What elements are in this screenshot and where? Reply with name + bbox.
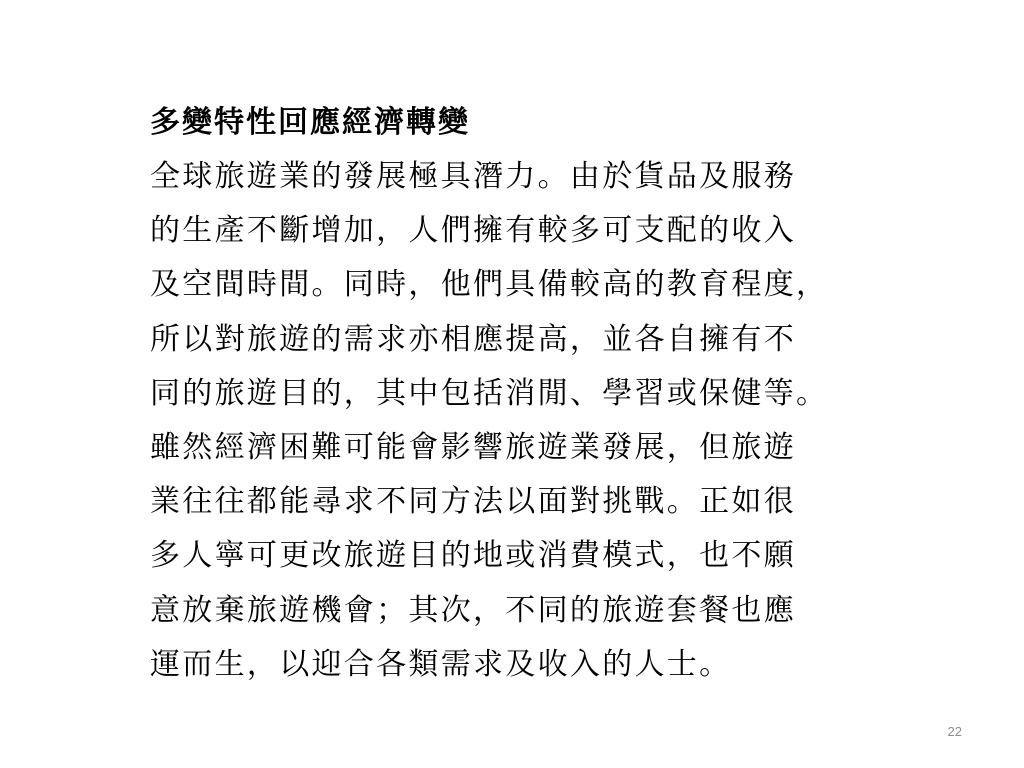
body-line: 全球旅遊業的發展極具潛力。由於貨品及服務 [150,159,796,194]
page-number: 22 [947,724,962,739]
body-line: 雖然經濟困難可能會影響旅遊業發展，但旅遊 [150,430,796,466]
body-line: 多人寧可更改旅遊目的地或消費模式，也不願 [150,538,796,574]
body-line: 所以對旅遊的需求亦相應提高，並各自擁有不 [150,321,796,357]
slide-body [150,150,1010,692]
slide-title: 多變特性回應經濟轉變 [150,105,470,140]
body-line: 運而生，以迎合各類需求及收入的人士。 [150,646,732,682]
body-line: 同的旅遊目的，其中包括消閒、學習或保健等。 [150,375,829,411]
body-line: 及空間時間。同時，他們具備較高的教育程度， [150,267,829,303]
body-line: 的生產不斷增加，人們擁有較多可支配的收入 [150,213,796,249]
body-line: 業往往都能尋求不同方法以面對挑戰。正如很 [150,484,796,520]
body-line: 意放棄旅遊機會；其次，不同的旅遊套餐也應 [150,592,796,628]
